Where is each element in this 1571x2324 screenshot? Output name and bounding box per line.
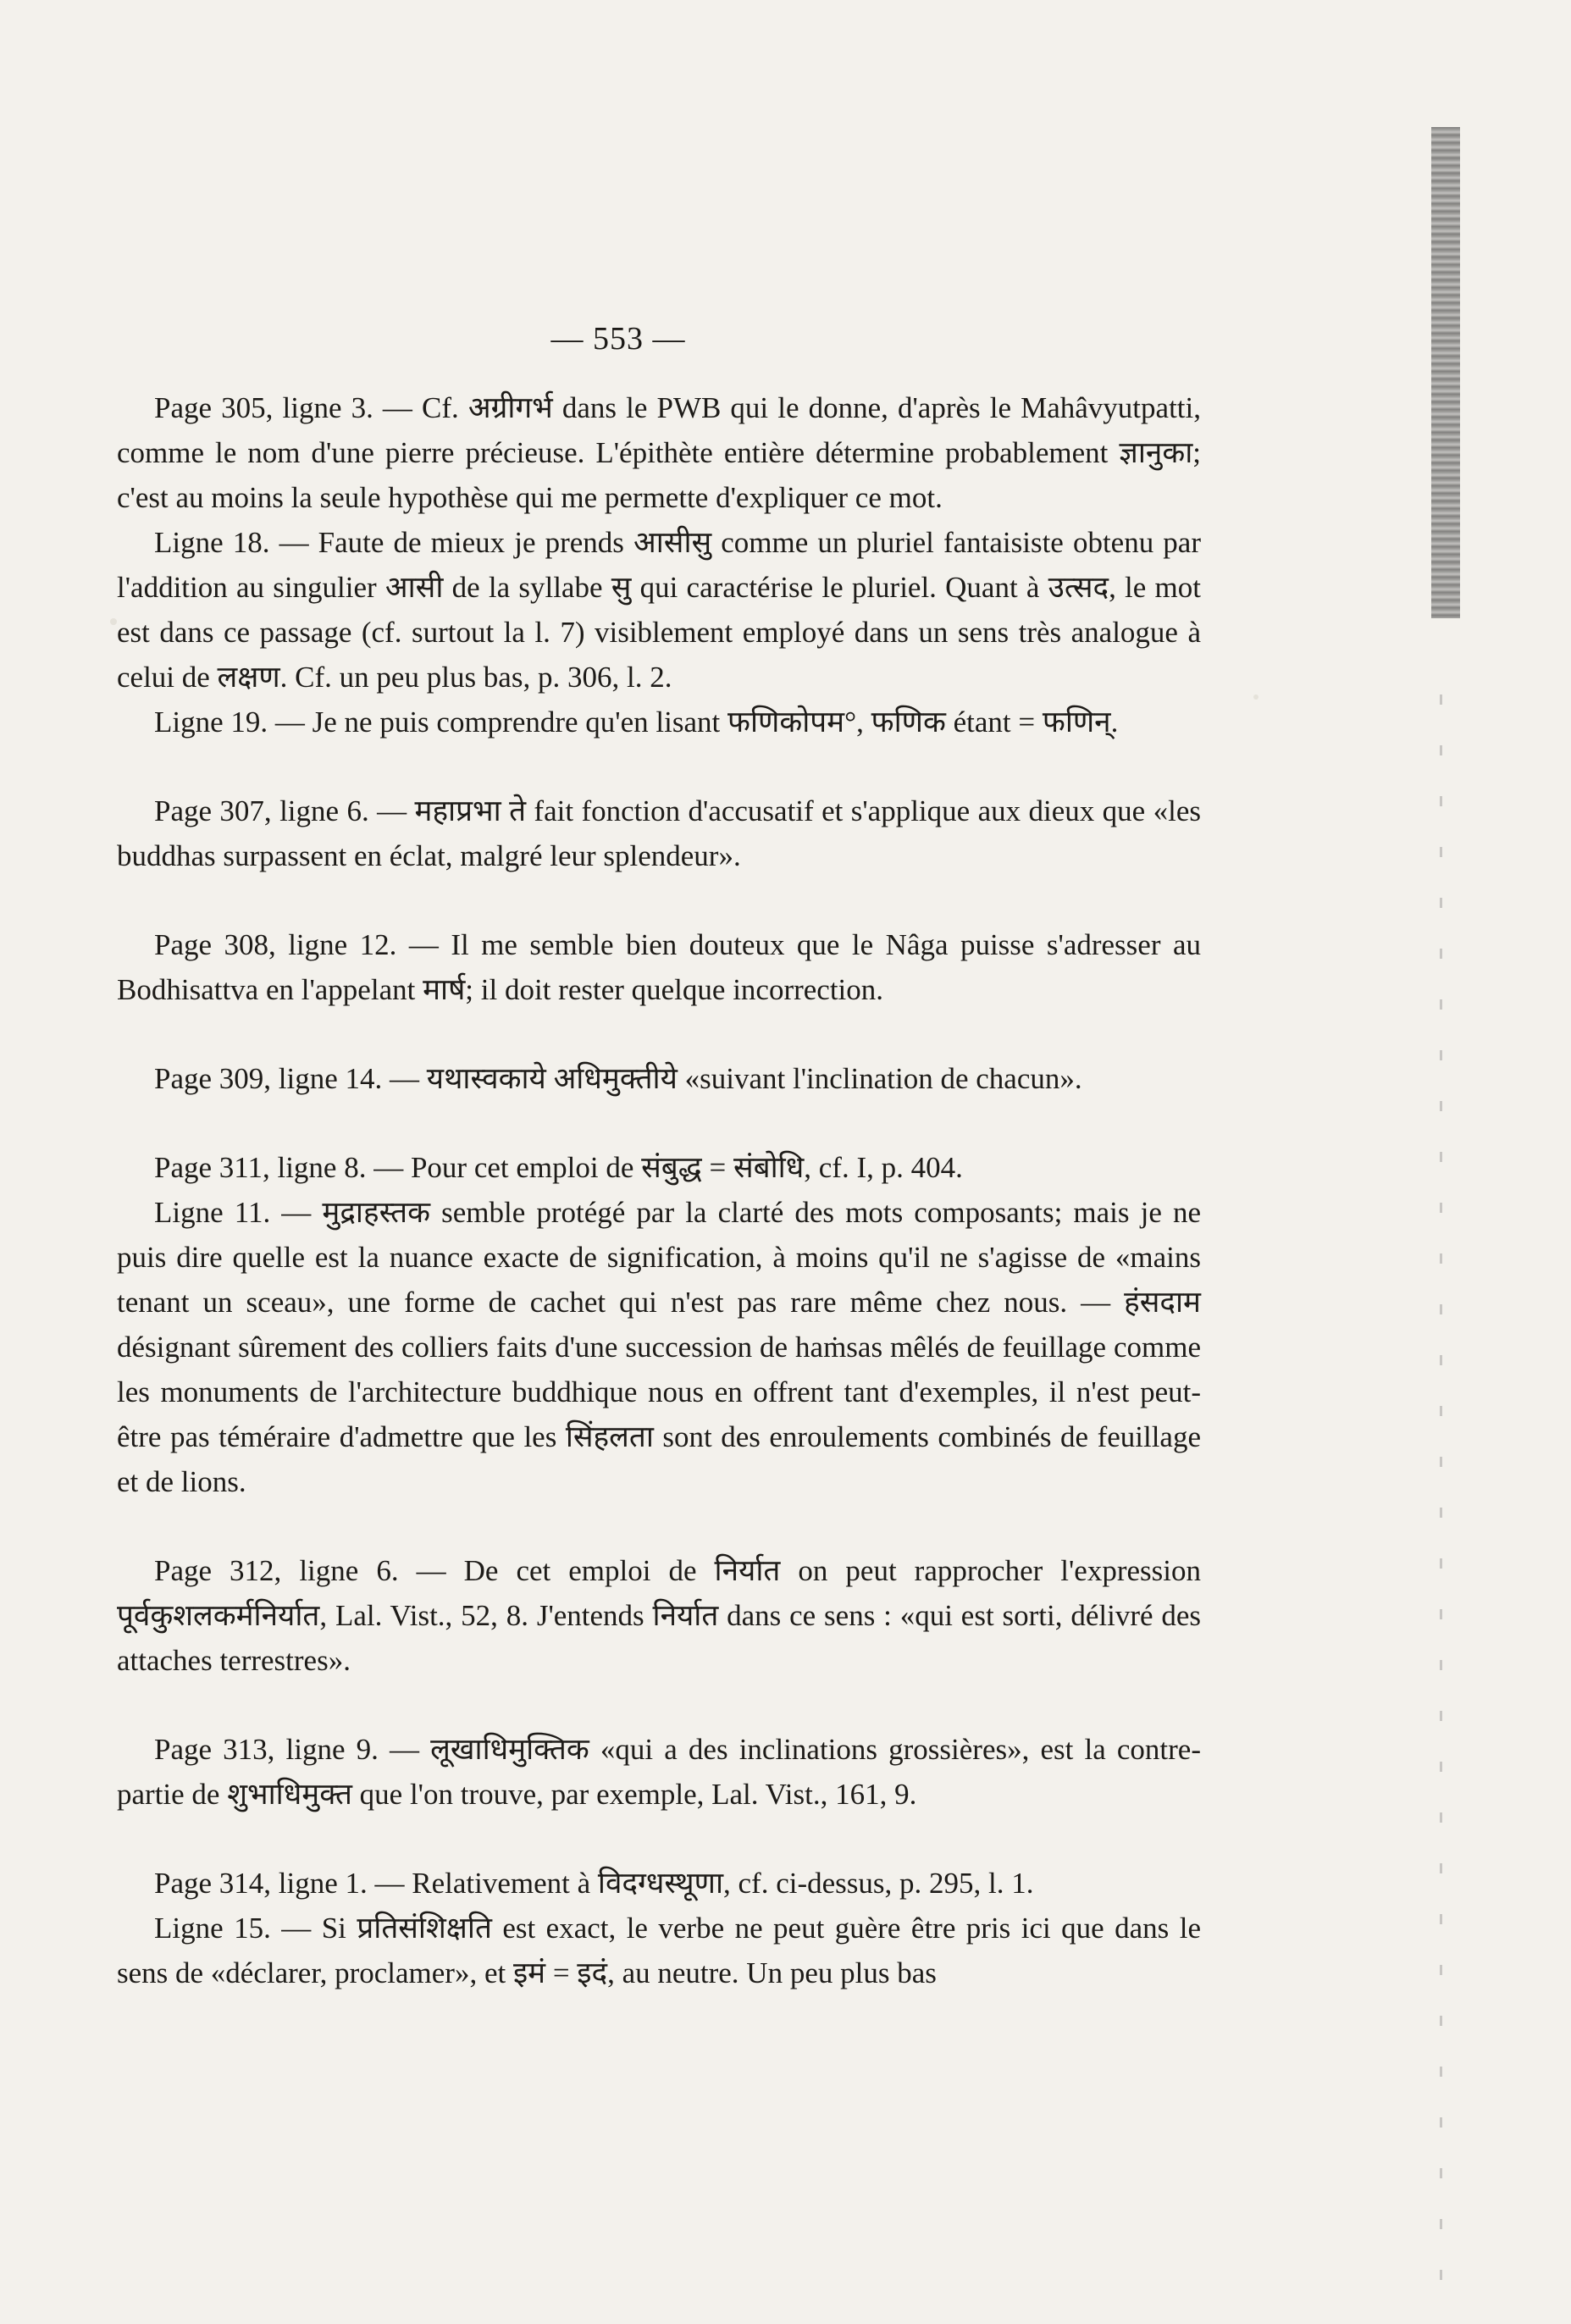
entry-paragraph: Page 305, ligne 3. — Cf. अग्रीगर्भ dans le PWB qui le donne, d'après le Mahâvyutpatti, comme le nom d'une pierre précieuse. L'épithète entière détermine probablement ज्ञानुका; c'est au moins la seule hypothèse qui me permette d'expliquer ce mot.: [117, 391, 1201, 514]
entry-page-305: [117, 385, 1201, 744]
entry-paragraph: Page 311, ligne 8. — Pour cet emploi de संबुद्ध = संबोधि, cf. I, p. 404.: [154, 1151, 963, 1184]
entry-page-311: [117, 1145, 1201, 1504]
binding-marks: [1440, 694, 1442, 2304]
entry-paragraph: Page 313, ligne 9. — लूखाधिमुक्तिक «qui a des inclinations grossières», est la contre-partie de शुभाधिमुक्त que l'on trouve, par exemple, Lal. Vist., 161, 9.: [117, 1733, 1201, 1811]
entry-page-307: [117, 788, 1201, 878]
entry-page-308: [117, 922, 1201, 1012]
entry-paragraph: Page 307, ligne 6. — महाप्रभा ते fait fonction d'accusatif et s'applique aux dieux que «les buddhas surpassent en éclat, malgré leur splendeur».: [117, 794, 1201, 872]
ink-speck: [1253, 694, 1258, 700]
entry-page-314: [117, 1861, 1201, 1995]
entry-paragraph: Page 309, ligne 14. — यथास्वकाये अधिमुक्तीये «suivant l'inclination de chacun».: [154, 1062, 1082, 1095]
entry-paragraph: Page 314, ligne 1. — Relativement à विदग्धस्थूणा, cf. ci-dessus, p. 295, l. 1.: [154, 1867, 1034, 1900]
entry-page-313: [117, 1727, 1201, 1817]
page-edge-shadow: [1431, 127, 1460, 618]
entry-page-312: [117, 1548, 1201, 1683]
entry-subparagraph: Ligne 18. — Faute de mieux je prends आसीसु comme un pluriel fantaisiste obtenu par l'addition au singulier आसी de la syllabe सु qui caractérise le pluriel. Quant à उत्सद, le mot est dans ce passage (cf. surtout la l. 7) visiblement employé dans un sens très analogue à celui de लक्षण. Cf. un peu plus bas, p. 306, l. 2.: [117, 526, 1201, 694]
page-body: [117, 385, 1201, 1995]
entry-page-309: [117, 1056, 1201, 1101]
entry-subparagraph: Ligne 19. — Je ne puis comprendre qu'en lisant फणिकोपम°, फणिक étant = फणिन्.: [154, 706, 1119, 739]
entry-subparagraph: Ligne 15. — Si प्रतिसंशिक्षति est exact, le verbe ne peut guère être pris ici que dans le sens de «déclarer, proclamer», et इमं = इदं, au neutre. Un peu plus bas: [117, 1912, 1201, 1989]
entry-subparagraph: Ligne 11. — मुद्राहस्तक semble protégé par la clarté des mots composants; mais je ne puis dire quelle est la nuance exacte de signification, à moins qu'il ne s'agisse de «mains tenant un sceau», une forme de cachet qui n'est pas rare même chez nous. — हंसदाम désignant sûrement des colliers faits d'une succession de haṁsas mêlés de feuillage comme les monuments de l'architecture buddhique nous en offrent tant d'exemples, il n'est peut-être pas téméraire d'admettre que les सिंहलता sont des enroulements combinés de feuillage et de lions.: [117, 1196, 1201, 1498]
ink-speck: [110, 618, 117, 625]
page-number: — 553 —: [550, 321, 686, 357]
entry-paragraph: Page 312, ligne 6. — De cet emploi de निर्यात on peut rapprocher l'expression पूर्वकुशलकर्मनिर्यात, Lal. Vist., 52, 8. J'entends निर्यात dans ce sens : «qui est sorti, délivré des attaches terrestres».: [117, 1554, 1201, 1677]
entry-paragraph: Page 308, ligne 12. — Il me semble bien douteux que le Nâga puisse s'adresser au Bodhisattva en l'appelant मार्ष; il doit rester quelque incorrection.: [117, 928, 1201, 1006]
